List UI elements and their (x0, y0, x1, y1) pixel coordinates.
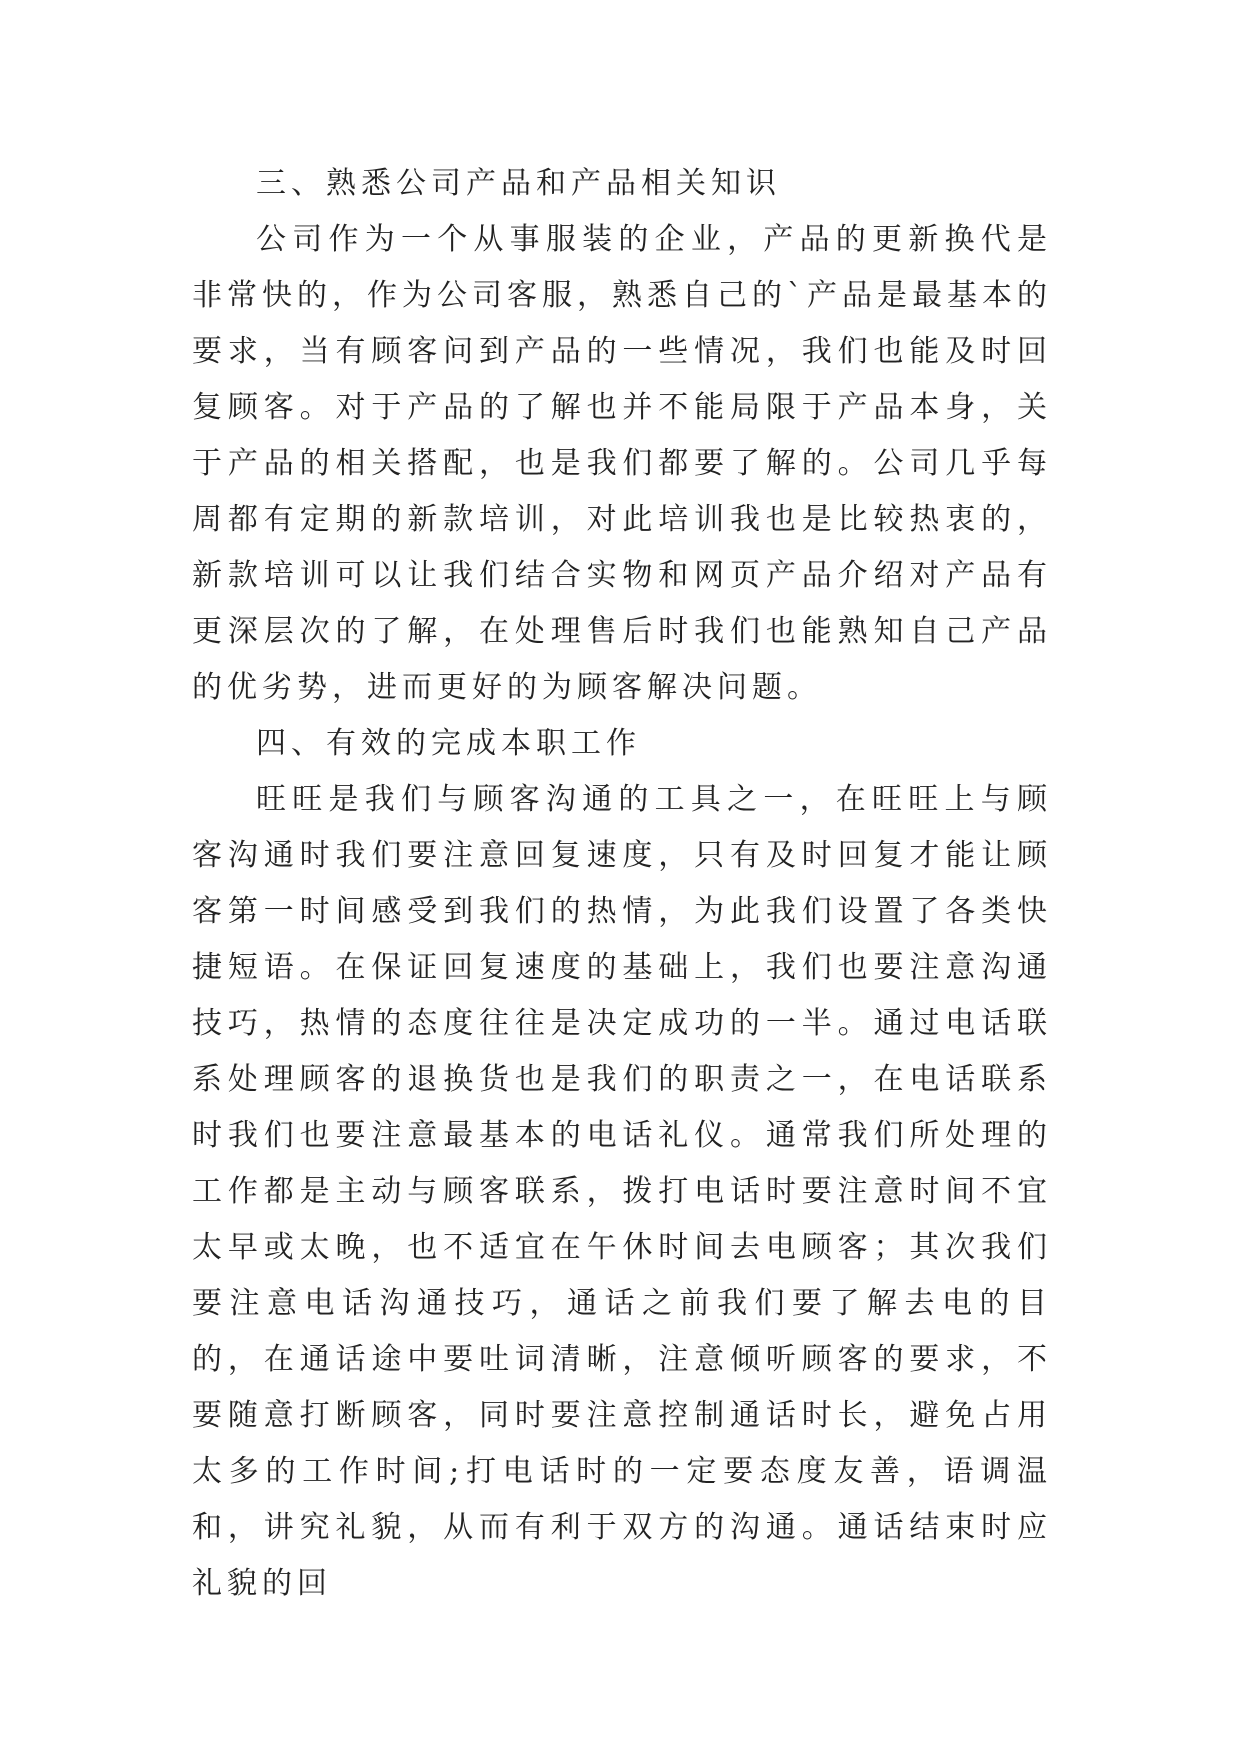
document-page (192, 156, 1052, 1612)
section-body-4: 旺旺是我们与顾客沟通的工具之一，在旺旺上与顾客沟通时我们要注意回复速度，只有及时回复才能让顾客第一时间感受到我们的热情，为此我们设置了各类快捷短语。在保证回复速度的基础上，我们也要注意沟通技巧，热情的态度往往是决定成功的一半。通过电话联系处理顾客的退换货也是我们的职责之一，在电话联系时我们也要注意最基本的电话礼仪。通常我们所处理的工作都是主动与顾客联系，拨打电话时要注意时间不宜太早或太晚，也不适宜在午休时间去电顾客；其次我们要注意电话沟通技巧，通话之前我们要了解去电的目的，在通话途中要吐词清晰，注意倾听顾客的要求，不要随意打断顾客，同时要注意控制通话时长，避免占用太多的工作时间;打电话时的一定要态度友善，语调温和，讲究礼貌，从而有利于双方的沟通。通话结束时应礼貌的回 (192, 782, 1052, 1601)
section-heading-3: 三、熟悉公司产品和产品相关知识 (256, 166, 781, 201)
section-body-3: 公司作为一个从事服装的企业，产品的更新换代是非常快的，作为公司客服，熟悉自己的`产品是最基本的要求，当有顾客问到产品的一些情况，我们也能及时回复顾客。对于产品的了解也并不能局限于产品本身，关于产品的相关搭配，也是我们都要了解的。公司几乎每周都有定期的新款培训，对此培训我也是比较热衷的，新款培训可以让我们结合实物和网页产品介绍对产品有更深层次的了解，在处理售后时我们也能熟知自己产品的优劣势，进而更好的为顾客解决问题。 (192, 222, 1052, 705)
section-heading-4: 四、有效的完成本职工作 (256, 726, 641, 761)
